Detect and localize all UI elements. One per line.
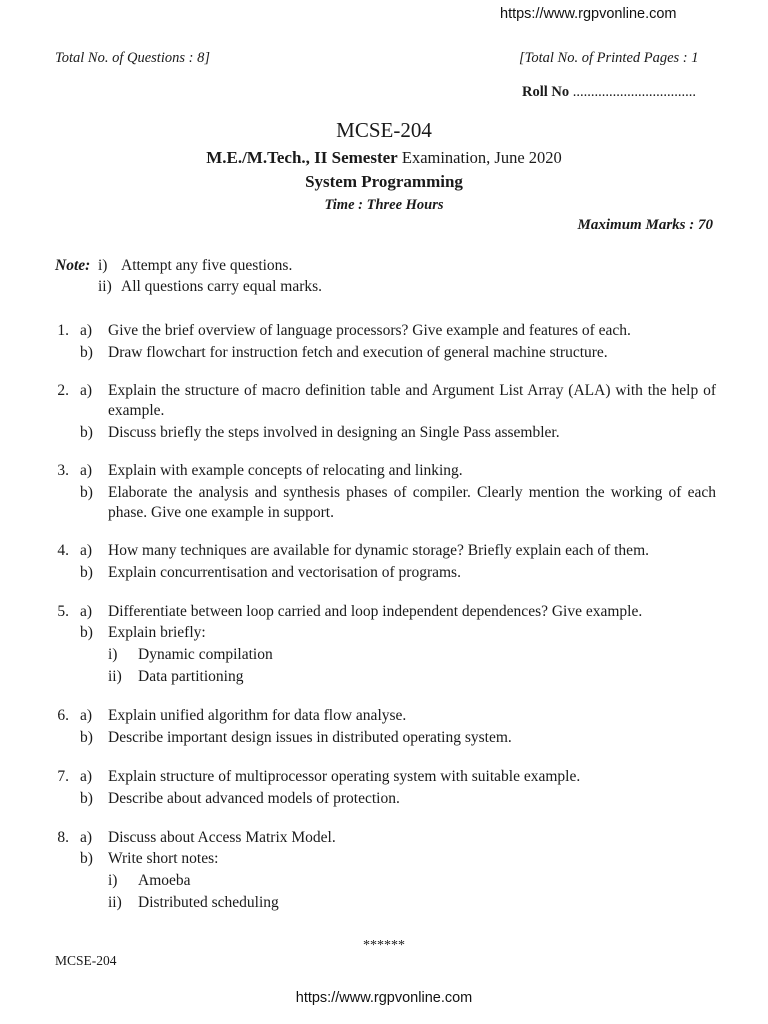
total-questions: Total No. of Questions : 8] [55,50,210,66]
part-text: Discuss briefly the steps involved in designing an Single Pass assembler. [108,424,560,441]
part-label: a) [80,768,93,785]
sub-item-num: ii) [108,668,122,685]
footer-code: MCSE-204 [55,953,117,968]
question-number: 1. [57,322,69,339]
part-text: How many techniques are available for dynamic storage? Briefly explain each of them. [108,542,649,559]
total-pages: [Total No. of Printed Pages : 1 [519,50,699,66]
part-label: a) [80,707,93,724]
part-text: Give the brief overview of language processors? Give example and features of each. [108,322,631,339]
part-label: b) [80,484,93,501]
question-number: 4. [57,542,69,559]
part-text: Explain with example concepts of relocating and linking. [108,462,463,479]
bottom-url-link[interactable]: https://www.rgpvonline.com [295,990,473,1006]
part-label: a) [80,829,93,846]
part-text: Differentiate between loop carried and loop independent dependences? Give example. [108,603,643,620]
note-item-num: ii) [98,278,112,295]
part-label: b) [80,850,93,867]
part-text: Write short notes: [108,850,219,867]
part-label: b) [80,344,93,361]
note-item-text: Attempt any five questions. [121,257,293,274]
max-marks: Maximum Marks : 70 [577,217,713,233]
question-number: 2. [57,382,69,399]
part-text: Describe important design issues in distributed operating system. [108,729,512,746]
part-text: Explain the structure of macro definition table and Argument List Array (ALA) with the help of example. [108,382,716,419]
time-allowed: Time : Three Hours [324,197,444,213]
question-number: 7. [57,768,69,785]
sub-item-text: Dynamic compilation [138,646,273,663]
part-label: b) [80,729,93,746]
part-text: Explain structure of multiprocessor operating system with suitable example. [108,768,581,785]
question-number: 8. [57,829,69,846]
part-label: a) [80,382,93,399]
sub-item-num: i) [108,646,118,663]
sub-item-text: Amoeba [138,872,191,889]
paper-code: MCSE-204 [336,118,432,142]
part-label: a) [80,322,93,339]
part-text: Explain briefly: [108,624,206,641]
roll-number [522,84,696,101]
part-label: b) [80,624,93,641]
roll-dots: .................................. [569,84,696,100]
sub-item-text: Distributed scheduling [138,894,279,911]
course-line [0,148,768,168]
note-label: Note: [55,257,91,274]
part-label: a) [80,542,93,559]
sub-item-num: ii) [108,894,122,911]
end-stars: ****** [363,938,405,953]
roll-label: Roll No [522,84,570,100]
part-label: a) [80,462,93,479]
course-name: M.E./M.Tech., II Semester [206,148,398,167]
part-label: b) [80,790,93,807]
part-label: a) [80,603,93,620]
part-text: Describe about advanced models of protection. [108,790,400,807]
subject-title: System Programming [305,172,463,191]
sub-item-text: Data partitioning [138,668,244,685]
exam-session: Examination, June 2020 [397,148,562,167]
part-label: b) [80,424,93,441]
part-text: Elaborate the analysis and synthesis phases of compiler. Clearly mention the working of each phase. Give one example in support. [108,484,716,521]
part-label: b) [80,564,93,581]
note-item-text: All questions carry equal marks. [121,278,323,295]
part-text: Explain concurrentisation and vectorisation of programs. [108,564,461,581]
part-text: Explain unified algorithm for data flow analyse. [108,707,407,724]
question-number: 6. [57,707,69,724]
part-text: Draw flowchart for instruction fetch and execution of general machine structure. [108,344,608,361]
question-number: 5. [57,603,69,620]
part-text: Discuss about Access Matrix Model. [108,829,336,846]
sub-item-num: i) [108,872,118,889]
top-url-link[interactable]: https://www.rgpvonline.com [500,6,677,22]
question-number: 3. [57,462,69,479]
note-item-num: i) [98,257,108,274]
